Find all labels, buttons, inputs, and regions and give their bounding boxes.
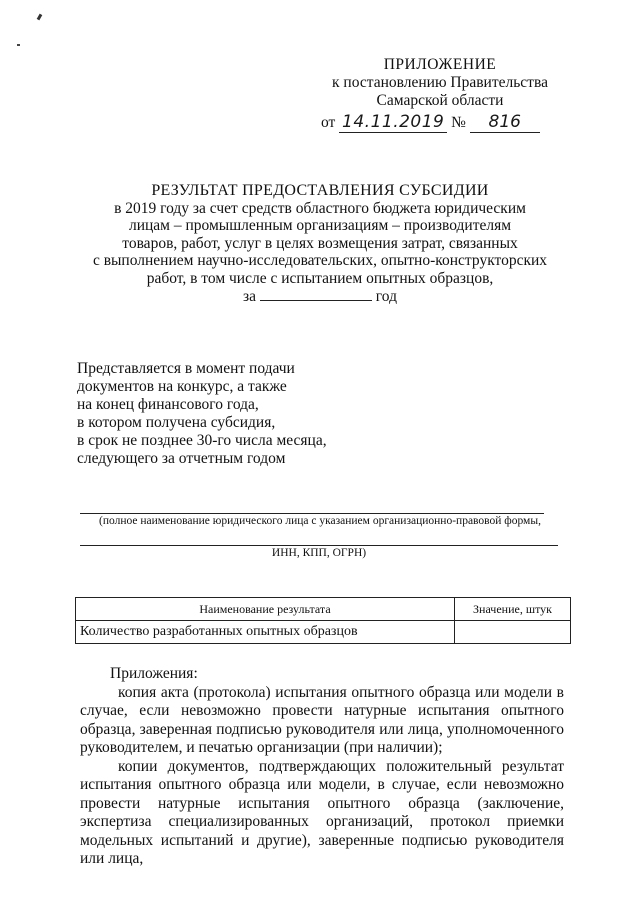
handwritten-date: 14.11.2019: [339, 112, 447, 133]
period-line: [60, 287, 580, 306]
submission-note: Представляется в момент подачи документов на конкурс, а также на конец финансового года, в котором получена субсидия, в срок не позднее 30-го числа месяца, следующего за отчетным годом: [77, 360, 327, 467]
attachment-item: копия акта (протокола) испытания опытного образца или модели в случае, если невозможно провести натурные испытания опытного образца, заверенная подписью руководителя или лица, уполномоченного руководителем, и печатью организации (при наличии);: [80, 683, 564, 756]
heading-line: лицам – промышленным организациям – производителям: [128, 217, 512, 234]
attachments-section: [80, 665, 564, 869]
period-blank: [260, 287, 372, 301]
heading-line: в 2019 году за счет средств областного бюджета юридическим: [114, 199, 526, 217]
table-row: [76, 621, 571, 644]
field-caption: ИНН, КПП, ОГРН): [271, 547, 367, 559]
attachments-label: Приложения:: [110, 665, 198, 682]
handwritten-number: 816: [470, 112, 540, 133]
attachment-item: копии документов, подтверждающих положительный результат испытания опытного образца или модели, в случае, если невозможно провести натурные испытания опытного образца (заключение, экспертиза специализированных организаций, протокол приемки модельных испытаний и другие), заверенные подписью руководителя или лица,: [80, 757, 564, 867]
scan-mark: [17, 44, 20, 46]
period-suffix: год: [375, 288, 397, 305]
field-caption: (полное наименование юридического лица с указанием организационно-правовой формы,: [99, 515, 541, 527]
table-header-cell: Наименование результата: [76, 598, 455, 621]
document-heading: [60, 182, 580, 306]
heading-line: с выполнением научно-исследовательских, опытно-конструкторских: [92, 252, 548, 269]
heading-line: товаров, работ, услуг в целях возмещения затрат, связанных: [122, 234, 518, 252]
table-cell: [455, 621, 571, 644]
scan-mark: [37, 14, 43, 21]
annex-line: к постановлению Правительства: [332, 74, 548, 91]
annex-line: Самарской области: [376, 92, 504, 109]
table-header-cell: Значение, штук: [455, 598, 571, 621]
table-cell: Количество разработанных опытных образцов: [76, 621, 455, 644]
result-table: [75, 597, 571, 644]
annex-header: [320, 56, 560, 110]
annex-title: ПРИЛОЖЕНИЕ: [383, 56, 497, 73]
resolution-date-line: [321, 112, 561, 133]
date-prefix: от: [321, 114, 336, 131]
heading-line: работ, в том числе с испытанием опытных образцов,: [146, 269, 494, 287]
period-prefix: за: [243, 288, 257, 305]
fill-line: [80, 513, 544, 514]
number-prefix: №: [451, 114, 466, 131]
fill-line: [80, 545, 558, 546]
document-title: РЕЗУЛЬТАТ ПРЕДОСТАВЛЕНИЯ СУБСИДИИ: [151, 182, 489, 199]
table-header-row: [76, 598, 571, 621]
